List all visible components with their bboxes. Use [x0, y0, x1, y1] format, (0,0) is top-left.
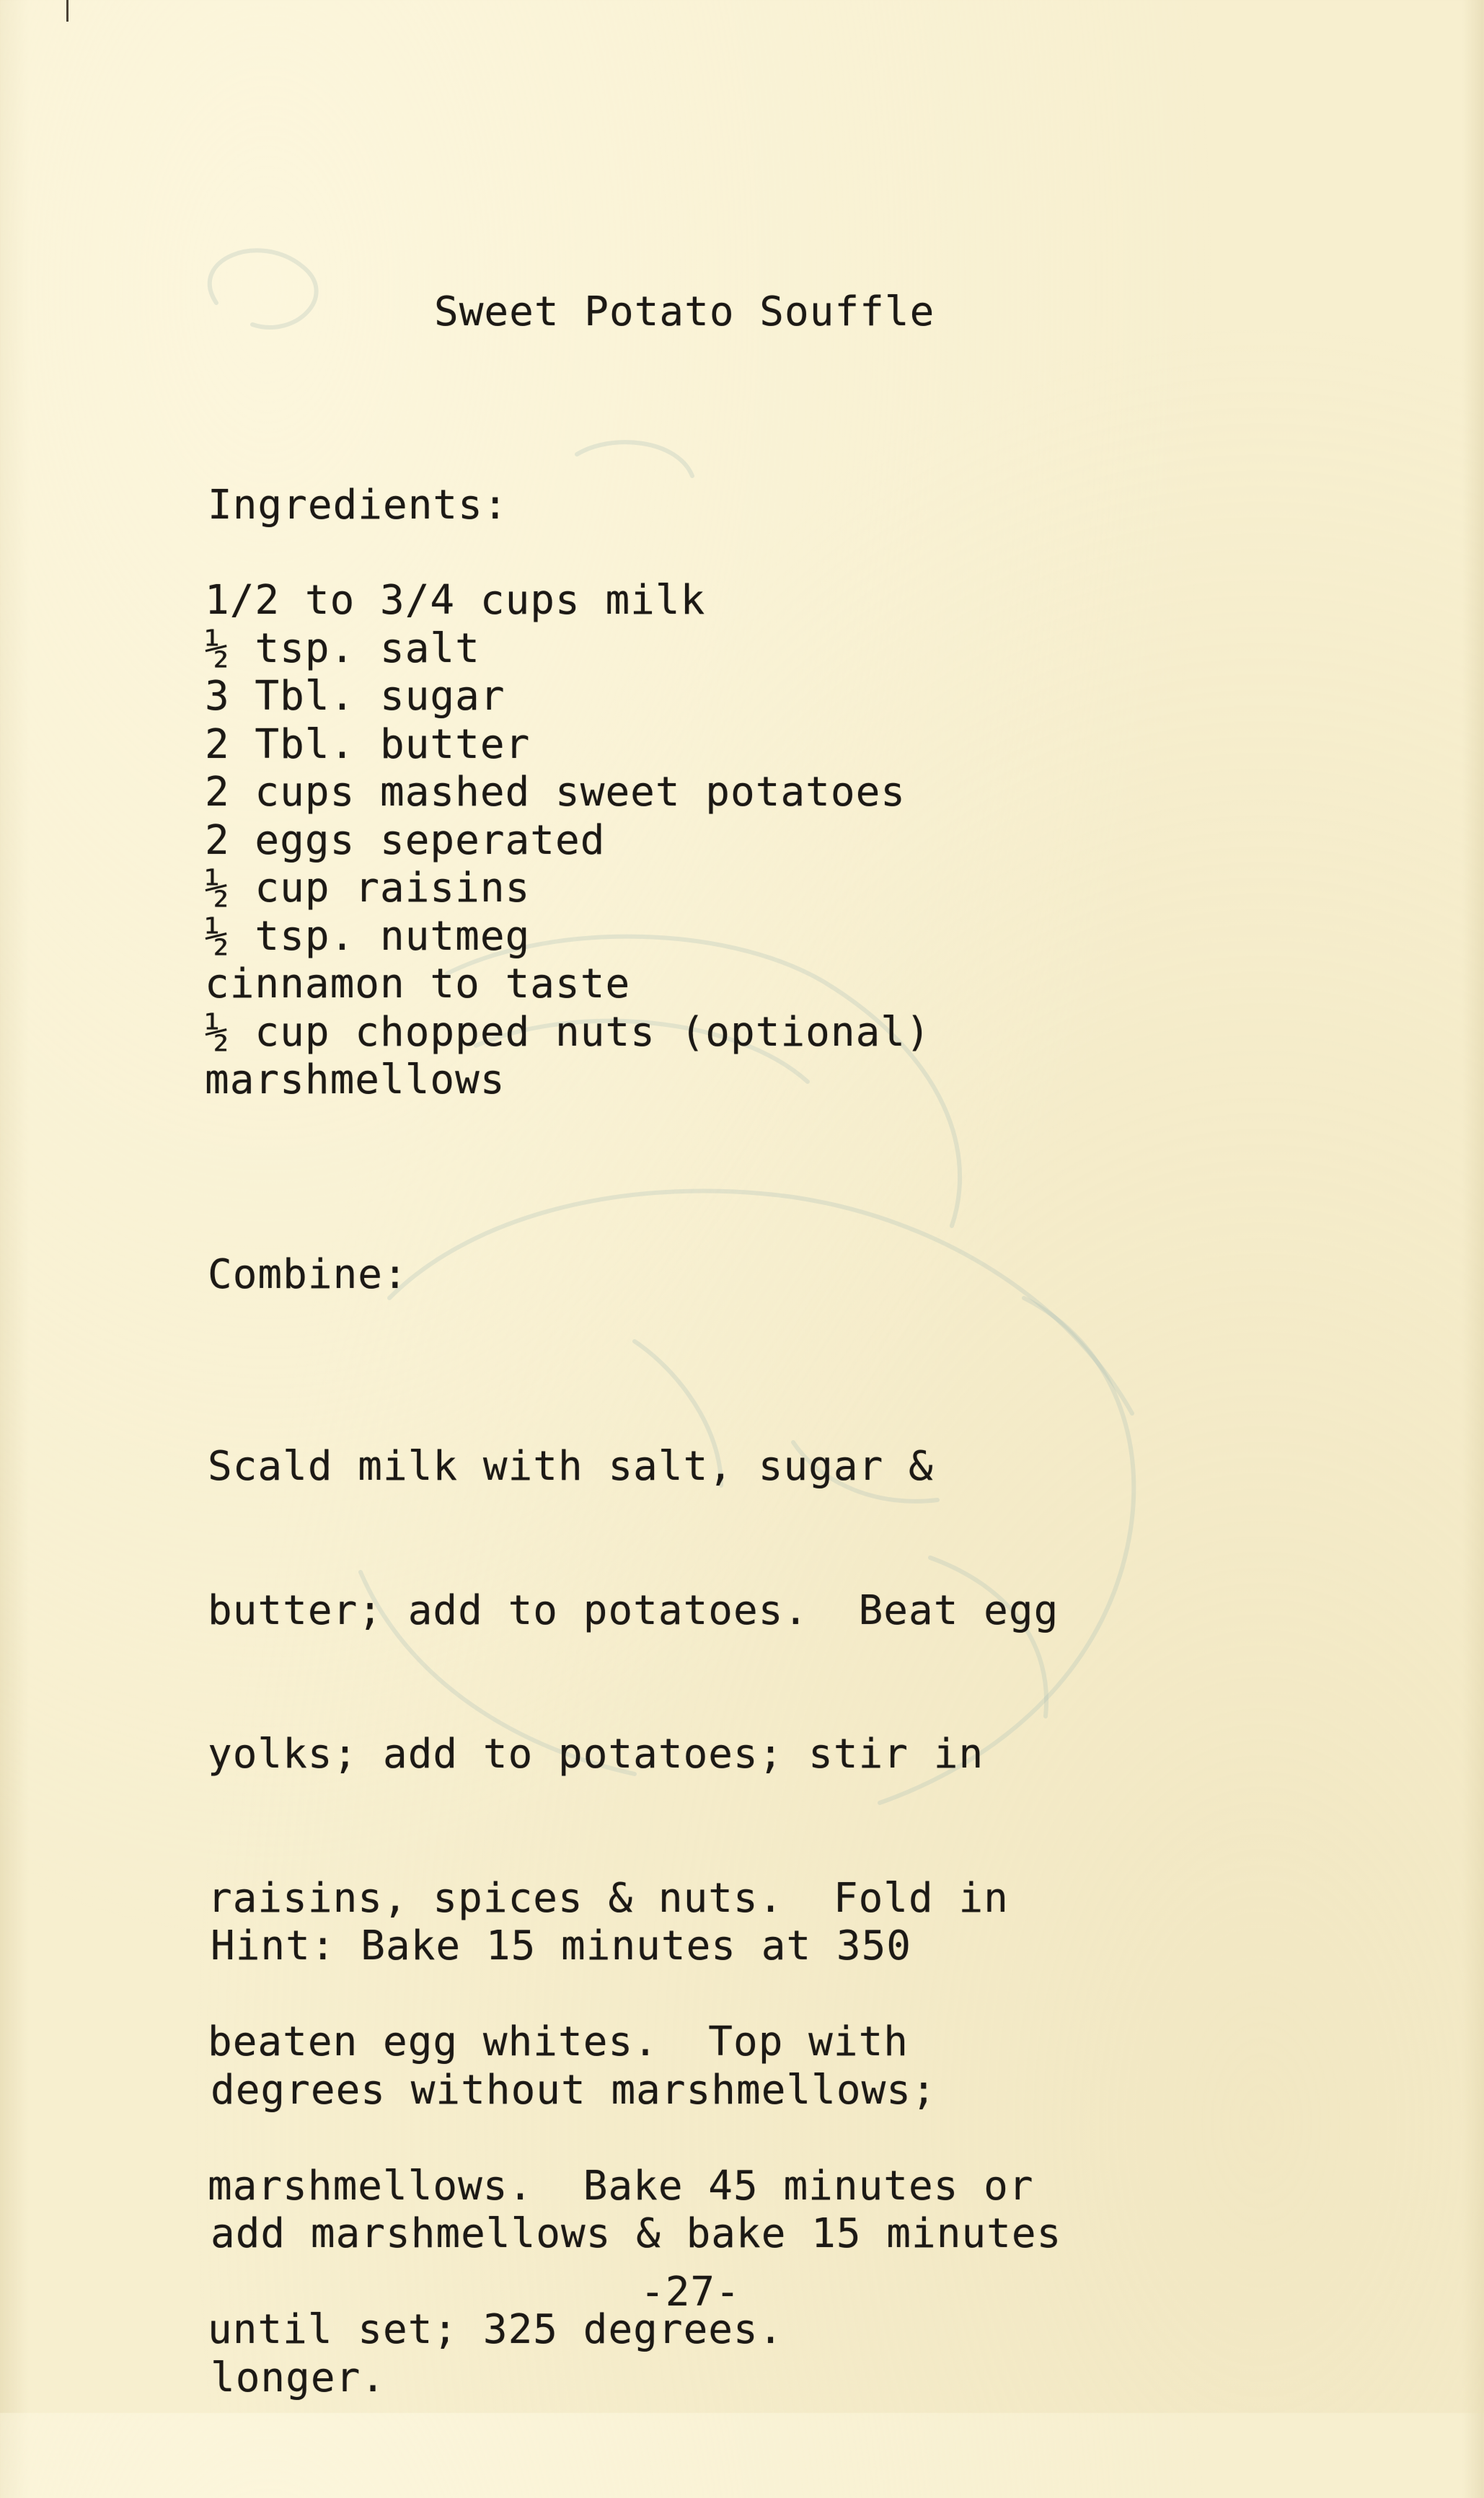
ingredient-item: 3 Tbl. sugar	[205, 673, 505, 720]
hint-line: Hint: Bake 15 minutes at 350	[211, 1923, 912, 1969]
ingredient-list	[205, 577, 931, 1105]
ingredient-item: cinnamon to taste	[205, 961, 631, 1007]
ingredient-item: 1/2 to 3/4 cups milk	[205, 577, 706, 624]
ingredient-item: ½ cup raisins	[205, 865, 531, 912]
direction-line: Scald milk with salt, sugar &	[208, 1443, 934, 1490]
hint-paragraph	[211, 1827, 1061, 2498]
hint-line: add marshmellows & bake 15 minutes	[211, 2210, 1062, 2257]
ingredient-item: marshmellows	[205, 1056, 505, 1103]
ingredient-item: 2 eggs seperated	[205, 816, 606, 864]
hint-line: degrees without marshmellows;	[211, 2066, 937, 2114]
direction-line: raisins, spices & nuts. Fold in	[208, 1874, 1009, 1922]
hint-line: longer.	[211, 2354, 387, 2401]
ingredient-item: ½ cup chopped nuts (optional)	[205, 1008, 931, 1056]
direction-line: beaten egg whites. Top with	[208, 2018, 909, 2065]
direction-line: butter; add to potatoes. Beat egg	[208, 1586, 1059, 1634]
ingredient-item: ½ tsp. nutmeg	[205, 912, 531, 960]
direction-line: yolks; add to potatoes; stir in	[208, 1731, 984, 1778]
ingredients-heading: Ingredients:	[208, 482, 508, 529]
recipe-title: Sweet Potato Souffle	[434, 288, 935, 335]
combine-heading: Combine:	[208, 1251, 408, 1298]
ingredient-item: ½ tsp. salt	[205, 624, 480, 672]
direction-line: marshmellows. Bake 45 minutes or	[208, 2162, 1034, 2210]
direction-line: until set; 325 degrees.	[208, 2306, 784, 2353]
ingredient-item: 2 cups mashed sweet potatoes	[205, 769, 906, 816]
ingredient-item: 2 Tbl. butter	[205, 720, 531, 768]
top-edge-mark	[66, 0, 69, 22]
page-number: -27-	[640, 2269, 741, 2316]
